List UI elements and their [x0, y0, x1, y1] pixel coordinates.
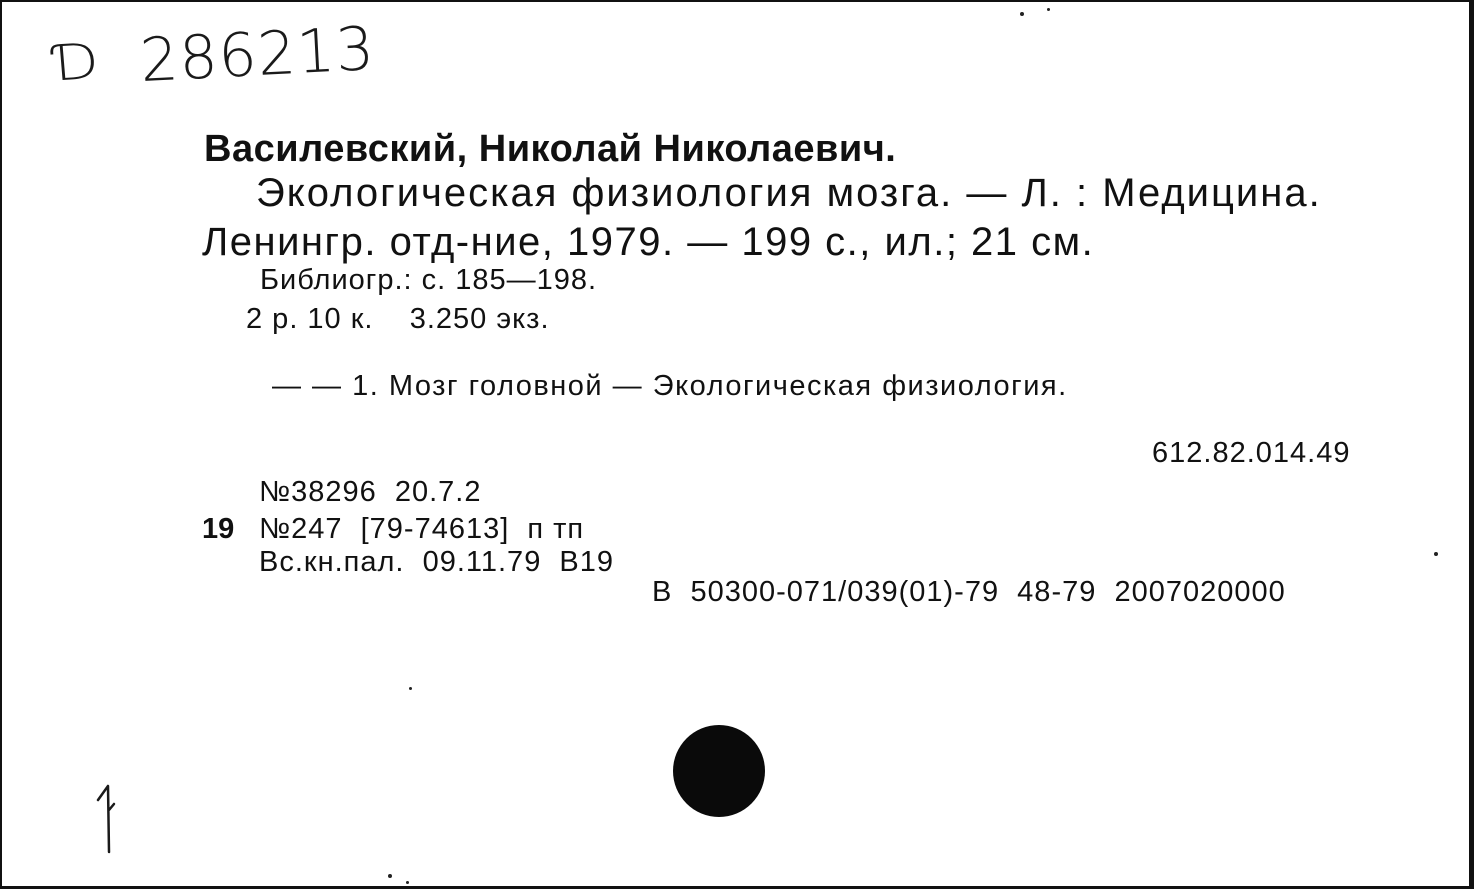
record-line-1: №38296 20.7.2 [259, 476, 482, 508]
record-line-3: Вс.кн.пал. 09.11.79 В19 [259, 546, 615, 578]
price-and-print-run: 2 р. 10 к. 3.250 экз. [246, 303, 550, 335]
udc-classification: 612.82.014.49 [1152, 437, 1351, 469]
punch-hole [673, 725, 765, 817]
scan-speck [1020, 12, 1024, 16]
title-line-1: Экологическая физиология мозга. — Л. : Медицина. [256, 171, 1322, 215]
record-line-2-prefix: 19 [202, 513, 235, 545]
scan-speck [1434, 552, 1438, 556]
title-line-2: Ленингр. отд-ние, 1979. — 199 с., ил.; 21 см. [202, 220, 1095, 264]
record-line-2: №247 [79-74613] п тп [259, 513, 585, 545]
scan-speck [409, 687, 412, 690]
scan-speck [388, 874, 392, 878]
accession-prefix: Ɗ [51, 31, 107, 93]
handwritten-tick-mark [94, 780, 124, 855]
scan-speck [1047, 8, 1050, 11]
accession-number: 286213 [138, 13, 377, 97]
bibliography-note: Библиогр.: с. 185—198. [260, 264, 598, 296]
scan-speck [406, 881, 409, 884]
author-heading: Василевский, Николай Николаевич. [204, 128, 897, 170]
subject-heading: — — 1. Мозг головной — Экологическая физиология. [272, 370, 1068, 402]
catalog-code: В 50300-071/039(01)-79 48-79 2007020000 [652, 576, 1286, 608]
